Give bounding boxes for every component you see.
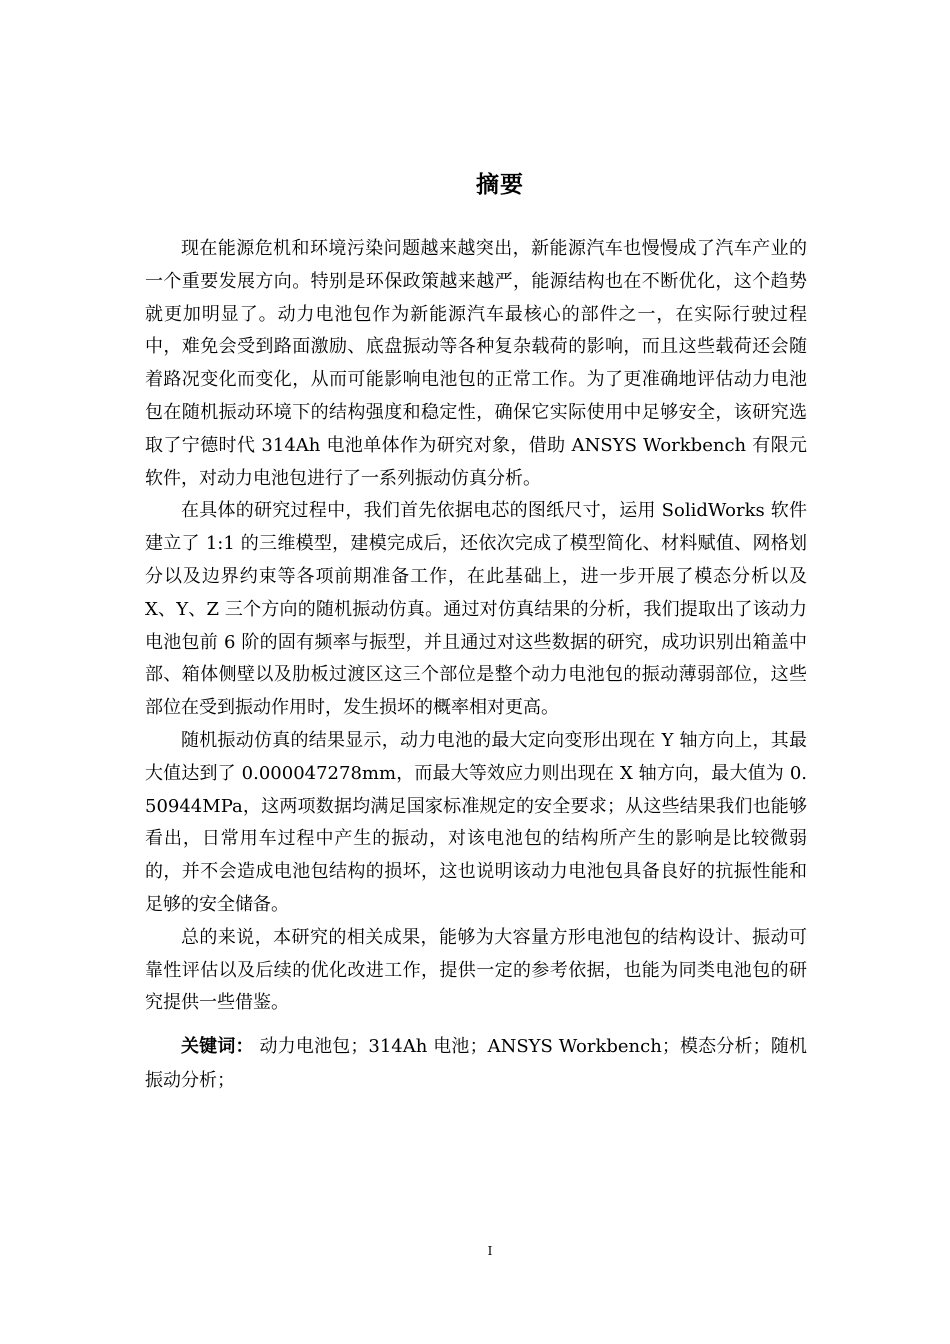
abstract-title: 摘要 — [476, 172, 524, 198]
abstract-body — [145, 233, 807, 1020]
abstract-paragraph-4: 总的来说，本研究的相关成果，能够为大容量方形电池包的结构设计、振动可靠性评估以及后续的优化改进工作，提供一定的参考依据，也能为同类电池包的研究提供一些借鉴。 — [145, 926, 807, 1014]
abstract-paragraph-3: 随机振动仿真的结果显示，动力电池的最大定向变形出现在 Y 轴方向上，其最大值达到了 0.000047278mm，而最大等效应力则出现在 X 轴方向，最大值为 0.50944MPa，这两项数据均满足国家标准规定的安全要求；从这些结果我们也能够看出，日常用车过程中产生的振动，对该电池包的结构所产生的影响是比较微弱的，并不会造成电池包结构的损坏，这也说明该动力电池包具备良好的抗振性能和足够的安全储备。 — [145, 729, 807, 915]
abstract-paragraph-1: 现在能源危机和环境污染问题越来越突出，新能源汽车也慢慢成了汽车产业的一个重要发展方向。特别是环保政策越来越严，能源结构也在不断优化，这个趋势就更加明显了。动力电池包作为新能源汽车最核心的部件之一，在实际行驶过程中，难免会受到路面激励、底盘振动等各种复杂载荷的影响，而且这些载荷还会随着路况变化而变化，从而可能影响电池包的正常工作。为了更准确地评估动力电池包在随机振动环境下的结构强度和稳定性，确保它实际使用中足够安全，该研究选取了宁德时代 314Ah 电池单体作为研究对象，借助 ANSYS Workbench 有限元软件，对动力电池包进行了一系列振动仿真分析。 — [145, 238, 807, 489]
keywords-text: 动力电池包；314Ah 电池；ANSYS Workbench；模态分析；随机振动分析； — [145, 1036, 807, 1091]
abstract-paragraph-2: 在具体的研究过程中，我们首先依据电芯的图纸尺寸，运用 SolidWorks 软件建立了 1:1 的三维模型，建模完成后，还依次完成了模型简化、材料赋值、网格划分以及边界约束等各项前期准备工作，在此基础上，进一步开展了模态分析以及 X、Y、Z 三个方向的随机振动仿真。通过对仿真结果的分析，我们提取出了该动力电池包前 6 阶的固有频率与振型，并且通过对这些数据的研究，成功识别出箱盖中部、箱体侧壁以及肋板过渡区这三个部位是整个动力电池包的振动薄弱部位，这些部位在受到振动作用时，发生损坏的概率相对更高。 — [145, 500, 807, 719]
keywords-line — [145, 1030, 807, 1098]
page-number: I — [487, 1244, 493, 1258]
keywords-label: 关键词： — [181, 1036, 254, 1057]
